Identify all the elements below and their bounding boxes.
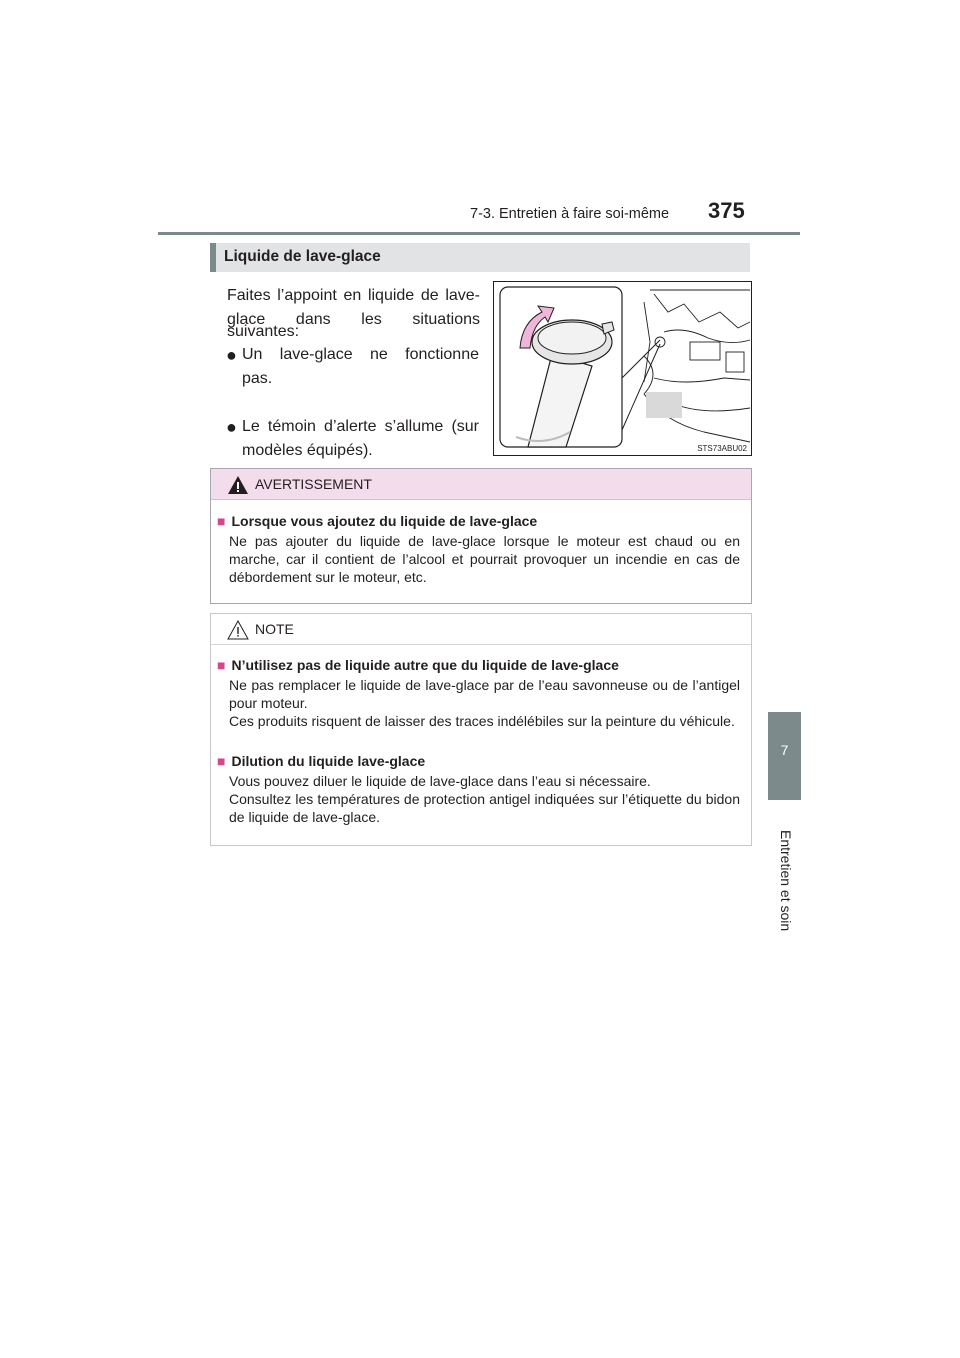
bullet-dot: ● xyxy=(226,345,237,365)
bullet-dot: ● xyxy=(226,417,237,437)
warning-triangle-icon xyxy=(227,475,249,495)
bullet-2-line-2: modèles équipés). xyxy=(242,442,373,459)
intro-line-1: Faites l’appoint en liquide de lave- xyxy=(227,287,480,304)
warning-title: AVERTISSEMENT xyxy=(255,476,372,492)
note-item-2-text-1: Vous pouvez diluer le liquide de lave-glace dans l’eau si nécessaire. xyxy=(229,773,651,789)
bullet-2-line-1: Le témoin d’alerte s’allume (sur xyxy=(242,418,479,435)
caution-outline-icon xyxy=(227,620,249,640)
bullet-1-line-2: pas. xyxy=(242,370,273,387)
intro-line-2: glace dans les situations xyxy=(227,311,480,328)
square-bullet-icon: ■ xyxy=(217,753,226,769)
note-box xyxy=(210,613,752,846)
washer-reservoir-figure xyxy=(493,281,752,456)
page-number: 375 xyxy=(708,198,745,223)
chapter-number: 7 xyxy=(780,742,789,758)
note-title: NOTE xyxy=(255,621,294,637)
warning-box xyxy=(210,468,752,604)
square-bullet-icon: ■ xyxy=(217,513,226,529)
note-header xyxy=(211,614,751,645)
note-item-1-text-2: Ces produits risquent de laisser des traces indélébiles sur la peinture du véhicule. xyxy=(229,713,735,729)
note-item-2-text-2: Consultez les températures de protection antigel indiquées sur l’étiquette du bidon de liquide de lave-glace. xyxy=(229,791,740,825)
bullet-1-line-1: Un lave-glace ne fonctionne xyxy=(242,346,479,363)
bullet-item-2 xyxy=(226,416,486,464)
square-bullet-icon: ■ xyxy=(217,657,226,673)
section-heading-bar xyxy=(210,243,216,272)
warning-header xyxy=(211,469,751,500)
note-item-1-heading xyxy=(217,657,619,673)
warning-item-heading-text: Lorsque vous ajoutez du liquide de lave-glace xyxy=(231,513,538,529)
figure-code: STS73ABU02 xyxy=(697,444,747,453)
chapter-label: Entretien et soin xyxy=(778,830,794,932)
section-heading xyxy=(210,243,750,272)
note-item-1-heading-text: N’utilisez pas de liquide autre que du liquide de lave-glace xyxy=(231,657,619,673)
section-heading-text: Liquide de lave-glace xyxy=(224,248,381,265)
note-item-1-text-1: Ne pas remplacer le liquide de lave-glace par de l’eau savonneuse ou de l’antigel pour moteur. xyxy=(229,677,740,711)
header-section-title: 7-3. Entretien à faire soi-même xyxy=(470,206,670,222)
note-item-2-heading-text: Dilution du liquide lave-glace xyxy=(231,753,426,769)
warning-item-text: Ne pas ajouter du liquide de lave-glace lorsque le moteur est chaud ou en marche, car il contient de l’alcool et pourrait provoquer un incendie en cas de débordement sur le moteur, etc. xyxy=(229,533,740,585)
intro-line-3: suivantes: xyxy=(227,323,300,340)
note-item-2-heading xyxy=(217,753,425,769)
bullet-item-1 xyxy=(226,344,486,392)
warning-item-heading xyxy=(217,513,537,529)
header-rule xyxy=(158,232,800,235)
washer-reservoir-illustration xyxy=(494,282,751,455)
